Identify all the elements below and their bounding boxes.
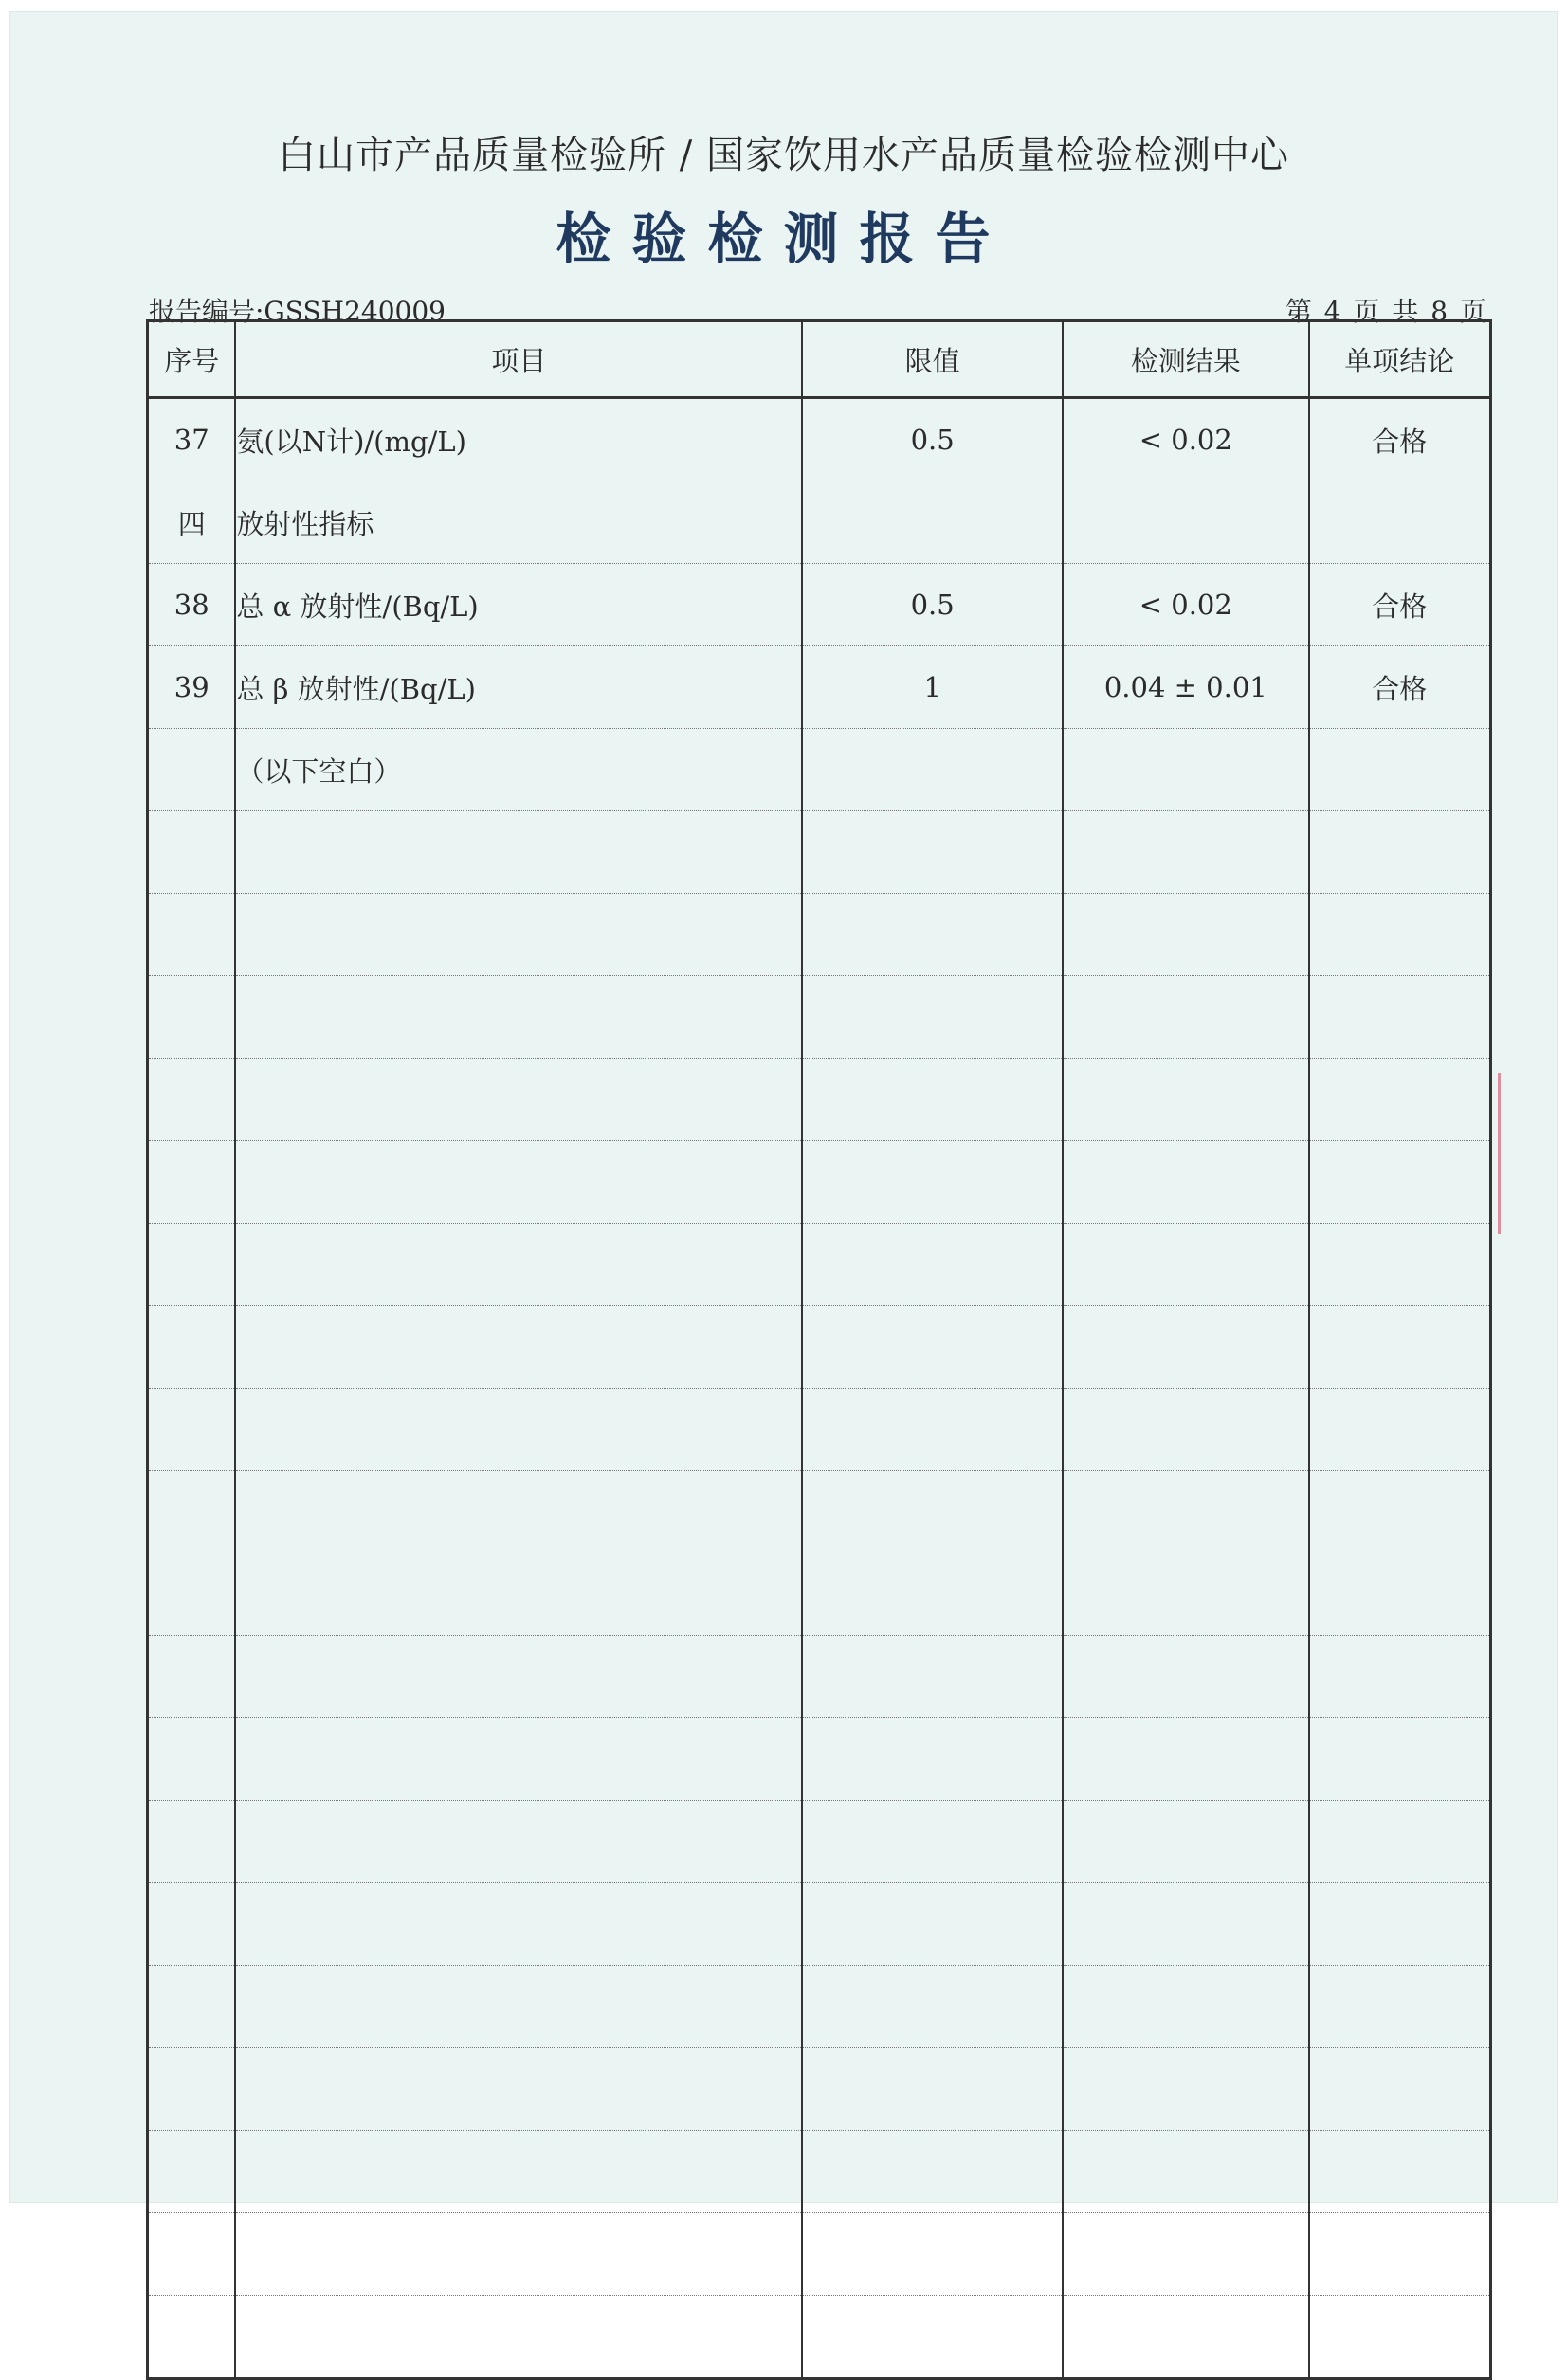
- cell-item: [235, 1471, 802, 1553]
- cell-result: [1063, 1224, 1309, 1306]
- table-row: [148, 481, 1491, 564]
- cell-result: [1063, 1718, 1309, 1801]
- table-body: [148, 398, 1491, 2379]
- cell-conclusion: [1309, 2131, 1491, 2213]
- cell-item: [235, 1306, 802, 1389]
- cell-limit: [802, 2131, 1063, 2213]
- table-row: [148, 1224, 1491, 1306]
- report-sheet: [9, 11, 1558, 2203]
- cell-item: [235, 1636, 802, 1718]
- cell-result: [1063, 1306, 1309, 1389]
- cell-item: [235, 2296, 802, 2379]
- table-row: [148, 1141, 1491, 1224]
- cell-conclusion: [1309, 811, 1491, 894]
- column-header-item: 项目: [235, 321, 802, 398]
- cell-no: 37: [148, 398, 236, 481]
- cell-conclusion: [1309, 1883, 1491, 1966]
- cell-conclusion: [1309, 1224, 1491, 1306]
- cell-conclusion: [1309, 729, 1491, 811]
- cell-limit: [802, 1059, 1063, 1141]
- cell-conclusion: [1309, 1471, 1491, 1553]
- cell-result: 0.04 ± 0.01: [1063, 646, 1309, 729]
- cell-result: [1063, 1883, 1309, 1966]
- table-row: [148, 564, 1491, 646]
- cell-no: [148, 1141, 236, 1224]
- cell-limit: [802, 1801, 1063, 1883]
- cell-limit: 0.5: [802, 564, 1063, 646]
- table-row: [148, 1883, 1491, 1966]
- cell-no: [148, 2296, 236, 2379]
- cell-result: [1063, 481, 1309, 564]
- cell-item: 总 α 放射性/(Bq/L): [235, 564, 802, 646]
- table-row: [148, 1059, 1491, 1141]
- cell-result: [1063, 1389, 1309, 1471]
- table-row: [148, 398, 1491, 481]
- table-row: [148, 1718, 1491, 1801]
- cell-conclusion: 合格: [1309, 564, 1491, 646]
- cell-result: [1063, 1059, 1309, 1141]
- table-row: [148, 1801, 1491, 1883]
- cell-result: < 0.02: [1063, 564, 1309, 646]
- cell-limit: [802, 811, 1063, 894]
- cell-item: 氨(以N计)/(mg/L): [235, 398, 802, 481]
- cell-result: [1063, 811, 1309, 894]
- cell-limit: [802, 1883, 1063, 1966]
- cell-limit: [802, 2213, 1063, 2296]
- column-header-no: 序号: [148, 321, 236, 398]
- cell-result: [1063, 1801, 1309, 1883]
- cell-result: [1063, 2213, 1309, 2296]
- table-row: [148, 976, 1491, 1059]
- cell-result: [1063, 1966, 1309, 2048]
- column-header-result: 检测结果: [1063, 321, 1309, 398]
- cell-result: [1063, 1471, 1309, 1553]
- cell-conclusion: [1309, 1306, 1491, 1389]
- cell-limit: [802, 1718, 1063, 1801]
- cell-result: [1063, 1553, 1309, 1636]
- cell-item: [235, 811, 802, 894]
- cell-conclusion: [1309, 2213, 1491, 2296]
- cell-limit: [802, 1553, 1063, 1636]
- table-row: [148, 1471, 1491, 1553]
- cell-item: [235, 1141, 802, 1224]
- cell-no: [148, 894, 236, 976]
- cell-no: [148, 1389, 236, 1471]
- table-row: [148, 2048, 1491, 2131]
- cell-no: [148, 976, 236, 1059]
- cell-conclusion: [1309, 1553, 1491, 1636]
- table-row: [148, 729, 1491, 811]
- table-row: [148, 811, 1491, 894]
- cell-item: [235, 894, 802, 976]
- results-table: [146, 319, 1492, 2380]
- cell-no: [148, 1636, 236, 1718]
- cell-limit: [802, 1471, 1063, 1553]
- cell-item: [235, 1224, 802, 1306]
- cell-no: [148, 1883, 236, 1966]
- table-row: [148, 894, 1491, 976]
- cell-conclusion: [1309, 1966, 1491, 2048]
- cell-result: < 0.02: [1063, 398, 1309, 481]
- cell-item: [235, 1059, 802, 1141]
- cell-limit: [802, 1389, 1063, 1471]
- cell-result: [1063, 2296, 1309, 2379]
- cell-no: [148, 1966, 236, 2048]
- cell-limit: [802, 1306, 1063, 1389]
- cell-conclusion: [1309, 894, 1491, 976]
- organization-title: 白山市产品质量检验所 / 国家饮用水产品质量检验检测中心: [278, 134, 1289, 177]
- column-header-conclusion: 单项结论: [1309, 321, 1491, 398]
- report-title: 检验检测报告: [556, 207, 1011, 271]
- cell-limit: [802, 1141, 1063, 1224]
- cell-conclusion: [1309, 976, 1491, 1059]
- cell-no: 四: [148, 481, 236, 564]
- cell-item: [235, 2213, 802, 2296]
- page-indicator: 第 4 页 共 8 页: [1285, 296, 1488, 327]
- cell-item: 总 β 放射性/(Bq/L): [235, 646, 802, 729]
- cell-no: [148, 811, 236, 894]
- cell-no: [148, 2131, 236, 2213]
- cell-no: [148, 1306, 236, 1389]
- cell-item: [235, 1389, 802, 1471]
- table-row: [148, 646, 1491, 729]
- cell-no: [148, 729, 236, 811]
- cell-no: [148, 1471, 236, 1553]
- cell-item: [235, 2131, 802, 2213]
- table-row: [148, 1306, 1491, 1389]
- cell-result: [1063, 1141, 1309, 1224]
- cell-no: [148, 1059, 236, 1141]
- cell-conclusion: [1309, 1636, 1491, 1718]
- cell-no: 38: [148, 564, 236, 646]
- table-row: [148, 1553, 1491, 1636]
- cell-limit: [802, 2296, 1063, 2379]
- cell-no: [148, 1718, 236, 1801]
- cell-item: [235, 2048, 802, 2131]
- cell-limit: [802, 729, 1063, 811]
- cell-item: [235, 1883, 802, 1966]
- cell-item: （以下空白）: [235, 729, 802, 811]
- cell-no: [148, 2213, 236, 2296]
- cell-result: [1063, 894, 1309, 976]
- cell-conclusion: [1309, 1059, 1491, 1141]
- cell-no: [148, 1553, 236, 1636]
- seal-stamp-fragment: [1498, 1073, 1539, 1234]
- table-row: [148, 2296, 1491, 2379]
- cell-limit: [802, 1966, 1063, 2048]
- cell-no: [148, 2048, 236, 2131]
- cell-limit: [802, 976, 1063, 1059]
- cell-result: [1063, 2048, 1309, 2131]
- cell-limit: [802, 894, 1063, 976]
- cell-result: [1063, 729, 1309, 811]
- cell-conclusion: [1309, 2296, 1491, 2379]
- cell-conclusion: [1309, 2048, 1491, 2131]
- cell-conclusion: 合格: [1309, 646, 1491, 729]
- cell-limit: [802, 1224, 1063, 1306]
- column-header-limit: 限值: [802, 321, 1063, 398]
- cell-result: [1063, 1636, 1309, 1718]
- cell-conclusion: [1309, 1801, 1491, 1883]
- cell-item: [235, 976, 802, 1059]
- table-row: [148, 2131, 1491, 2213]
- report-number: 报告编号:GSSH240009: [149, 296, 446, 327]
- cell-limit: [802, 481, 1063, 564]
- table-row: [148, 2213, 1491, 2296]
- cell-no: [148, 1224, 236, 1306]
- cell-conclusion: [1309, 1718, 1491, 1801]
- cell-result: [1063, 976, 1309, 1059]
- cell-item: 放射性指标: [235, 481, 802, 564]
- cell-conclusion: [1309, 1389, 1491, 1471]
- cell-item: [235, 1801, 802, 1883]
- cell-item: [235, 1718, 802, 1801]
- cell-item: [235, 1966, 802, 2048]
- cell-limit: [802, 2048, 1063, 2131]
- cell-no: 39: [148, 646, 236, 729]
- cell-limit: 1: [802, 646, 1063, 729]
- table-row: [148, 1966, 1491, 2048]
- cell-no: [148, 1801, 236, 1883]
- table-header-row: [148, 321, 1491, 398]
- table-row: [148, 1389, 1491, 1471]
- cell-conclusion: [1309, 481, 1491, 564]
- cell-conclusion: [1309, 1141, 1491, 1224]
- cell-limit: [802, 1636, 1063, 1718]
- table-row: [148, 1636, 1491, 1718]
- cell-result: [1063, 2131, 1309, 2213]
- cell-conclusion: 合格: [1309, 398, 1491, 481]
- cell-limit: 0.5: [802, 398, 1063, 481]
- cell-item: [235, 1553, 802, 1636]
